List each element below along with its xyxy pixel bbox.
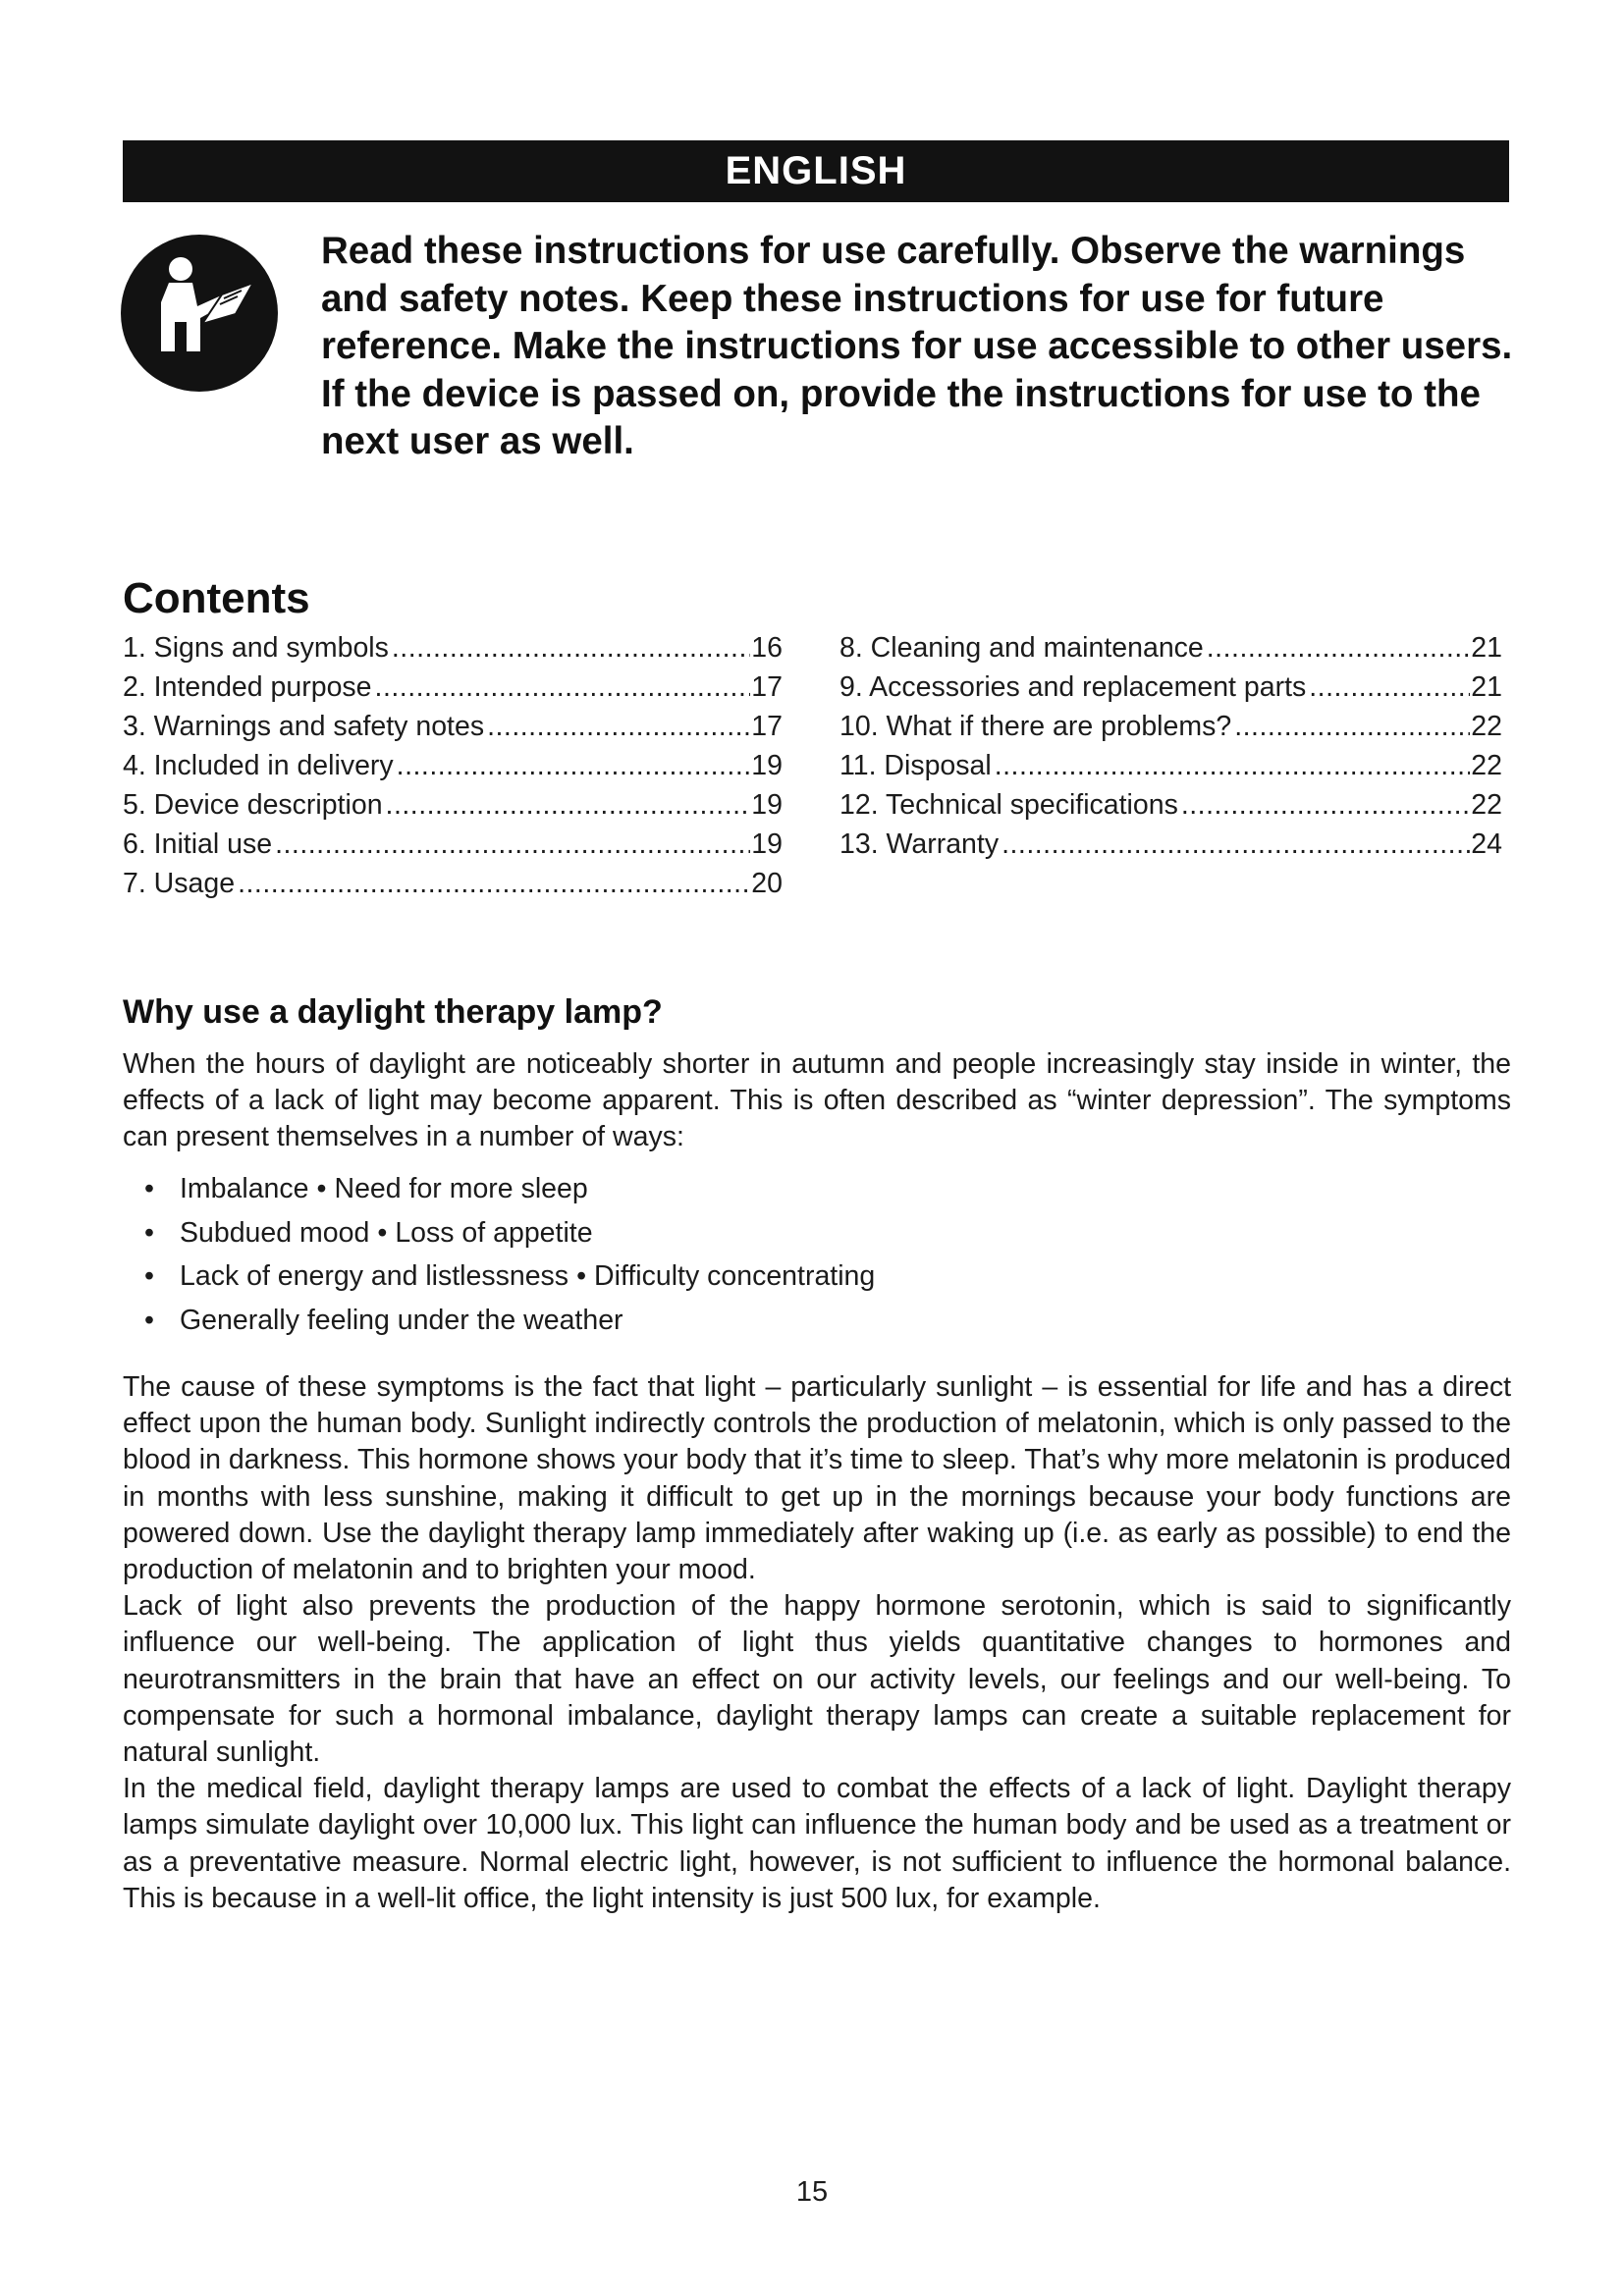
toc-left-column	[123, 628, 783, 903]
toc-entry-label: 12. Technical specifications	[839, 789, 1178, 821]
symptom-item: Imbalance	[180, 1173, 309, 1204]
toc-leader-dots	[389, 628, 750, 667]
toc-entry[interactable]	[839, 825, 1502, 864]
intro-notice: Read these instructions for use carefully. Observe the warnings and safety notes. Keep these instructions for use for future reference. Make the instructions for use accessible to other users. If the device is passed on, provide the instructions for use to the next user as well.	[321, 230, 1513, 462]
toc-leader-dots	[372, 667, 751, 707]
toc-entry-page: 19	[751, 828, 783, 860]
toc-entry[interactable]	[839, 746, 1502, 785]
toc-entry-label: 7. Usage	[123, 868, 236, 899]
contents-title: Contents	[123, 574, 310, 622]
toc-leader-dots	[999, 825, 1470, 864]
symptom-item: Need for more sleep	[334, 1173, 588, 1204]
toc-entry-page: 17	[751, 711, 783, 742]
toc-entry[interactable]	[839, 785, 1502, 825]
toc-right-column	[839, 628, 1502, 864]
bullet-icon: •	[576, 1260, 587, 1292]
toc-entry[interactable]	[123, 746, 783, 785]
toc-leader-dots	[1204, 628, 1471, 667]
toc-entry-page: 20	[751, 868, 783, 899]
toc-entry[interactable]	[123, 785, 783, 825]
why-intro-paragraph: When the hours of daylight are noticeably shorter in autumn and people increasingly stay inside in winter, the effects of a lack of light may become apparent. This is often described as “winter depression”. The symptoms can present themselves in a number of ways:	[123, 1048, 1511, 1153]
symptom-list	[144, 1167, 875, 1342]
symptom-row	[144, 1255, 875, 1299]
bullet-icon: •	[144, 1173, 154, 1204]
toc-entry[interactable]	[123, 825, 783, 864]
page-number: 15	[795, 2176, 829, 2208]
bullet-icon: •	[144, 1304, 154, 1336]
toc-entry-label: 8. Cleaning and maintenance	[839, 632, 1204, 664]
bullet-icon: •	[144, 1260, 154, 1292]
toc-entry-page: 22	[1471, 789, 1502, 821]
toc-entry-page: 17	[751, 671, 783, 703]
toc-entry[interactable]	[839, 628, 1502, 667]
toc-entry-label: 5. Device description	[123, 789, 383, 821]
bullet-icon: •	[377, 1216, 388, 1249]
symptom-item: Difficulty concentrating	[594, 1260, 876, 1292]
symptom-item: Loss of appetite	[395, 1216, 593, 1249]
toc-entry-label: 6. Initial use	[123, 828, 273, 860]
toc-leader-dots	[394, 746, 751, 785]
toc-entry-label: 11. Disposal	[839, 750, 992, 781]
toc-entry[interactable]	[839, 667, 1502, 707]
toc-entry-page: 21	[1471, 671, 1502, 703]
symptom-item: Lack of energy and listlessness	[180, 1260, 569, 1292]
toc-entry-label: 13. Warranty	[839, 828, 1000, 860]
toc-leader-dots	[235, 864, 750, 903]
symptom-item: Generally feeling under the weather	[180, 1304, 623, 1336]
bullet-icon: •	[316, 1173, 327, 1204]
body-paragraph: The cause of these symptoms is the fact that light – particularly sunlight – is essential for life and has a direct effect upon the human body. Sunlight indirectly controls the production of melatonin, which is only passed to the blood in darkness. This hormone shows your body that it’s time to sleep. That’s why more melatonin is produced in months with less sunshine, making it difficult to get up in the mornings because your body functions are powered down. Use the daylight therapy lamp immediately after waking up (i.e. as early as possible) to end the production of melatonin and to brighten your mood.	[123, 1371, 1511, 1586]
body-paragraph: Lack of light also prevents the production of the happy hormone serotonin, which is said to significantly influence our well-being. The application of light thus yields quantitative changes to hormones and neurotransmitters in the brain that have an effect on our activity levels, our feelings and our well-being. To compensate for such a hormonal imbalance, daylight therapy lamps can create a suitable replacement for natural sunlight.	[123, 1590, 1511, 1769]
toc-entry-label: 3. Warnings and safety notes	[123, 711, 485, 742]
toc-leader-dots	[272, 825, 750, 864]
read-instructions-icon	[120, 234, 279, 393]
toc-entry[interactable]	[123, 707, 783, 746]
toc-entry-page: 22	[1471, 750, 1502, 781]
symptom-row	[144, 1167, 875, 1211]
toc-entry-label: 2. Intended purpose	[123, 671, 372, 703]
section-title: Why use a daylight therapy lamp?	[123, 993, 663, 1031]
toc-leader-dots	[484, 707, 750, 746]
toc-entry[interactable]	[123, 864, 783, 903]
toc-entry-label: 4. Included in delivery	[123, 750, 394, 781]
toc-entry-label: 9. Accessories and replacement parts	[839, 671, 1307, 703]
body-paragraph: In the medical field, daylight therapy lamps are used to combat the effects of a lack of light. Daylight therapy lamps simulate daylight over 10,000 lux. This light can influence the human body and be used as a treatment or as a preventative measure. Normal electric light, however, is not sufficient to influence the hormonal balance. This is because in a well-lit office, the light intensity is just 500 lux, for example.	[123, 1773, 1511, 1914]
toc-entry-label: 1. Signs and symbols	[123, 632, 389, 664]
toc-leader-dots	[992, 746, 1471, 785]
toc-entry-page: 22	[1471, 711, 1502, 742]
language-header: ENGLISH	[123, 140, 1509, 202]
toc-leader-dots	[1178, 785, 1470, 825]
why-body	[123, 1369, 1511, 1917]
bullet-icon: •	[144, 1216, 154, 1249]
symptom-item: Subdued mood	[180, 1216, 370, 1249]
symptom-row	[144, 1211, 875, 1255]
toc-leader-dots	[1306, 667, 1470, 707]
toc-entry-page: 19	[751, 789, 783, 821]
toc-entry-page: 21	[1471, 632, 1502, 664]
toc-entry[interactable]	[123, 628, 783, 667]
symptom-row	[144, 1299, 875, 1343]
toc-entry-page: 24	[1471, 828, 1502, 860]
toc-entry-label: 10. What if there are problems?	[839, 711, 1232, 742]
toc-leader-dots	[1231, 707, 1470, 746]
toc-entry[interactable]	[839, 707, 1502, 746]
toc-leader-dots	[383, 785, 751, 825]
toc-entry[interactable]	[123, 667, 783, 707]
toc-entry-page: 16	[751, 632, 783, 664]
toc-entry-page: 19	[751, 750, 783, 781]
